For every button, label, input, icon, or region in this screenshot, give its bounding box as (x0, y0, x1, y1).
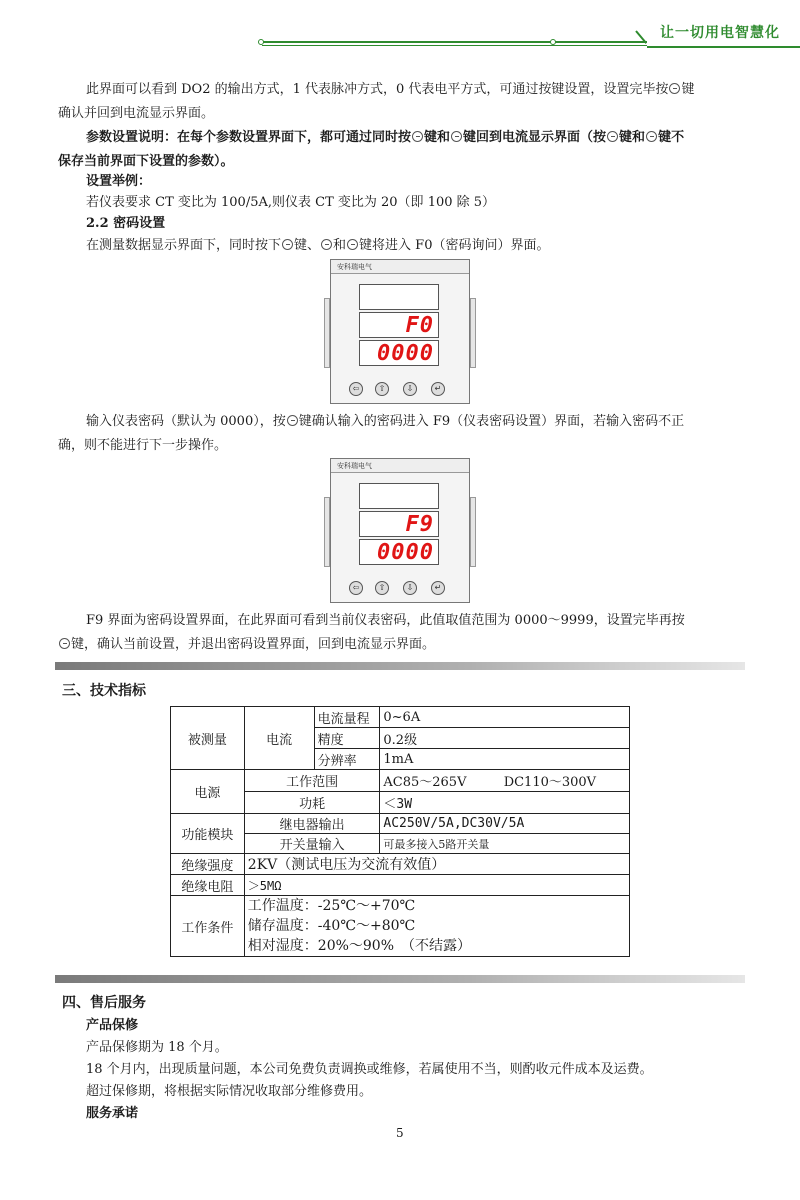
cell-relay-label: 继电器输出 (244, 814, 380, 834)
cell-range-value: 0~6A (380, 707, 630, 728)
enter-key-icon (287, 415, 298, 426)
down-key-icon: ⇩ (403, 581, 417, 595)
parameter-note: 参数设置说明：在每个参数设置界面下，都可通过同时按 键和 键回到电流显示界面（按 键和 键不 (86, 130, 685, 145)
left-key-icon: ⇦ (349, 382, 363, 396)
key-icon (412, 131, 423, 142)
cell-consumption-value: ＜3W (380, 792, 630, 814)
meter-brand: 安科瑞电气 (337, 263, 372, 271)
cell-insulation-resistance-value: ＞5MΩ (244, 875, 629, 896)
do2-description-line2: 确认并回到电流显示界面。 (58, 106, 215, 121)
cell-resolution-value: 1mA (380, 749, 630, 770)
meter-panel-f9 (330, 458, 470, 603)
page-number: 5 (396, 1126, 404, 1140)
f9-description-line2: 键，确认当前设置，并退出密码设置界面，回到电流显示界面。 (58, 633, 748, 657)
warranty-title: 产品保修 (86, 1018, 139, 1033)
warranty-text-2: 18 个月内，出现质量问题，本公司免费负责调换或维修，若属使用不当，则酌收元件成本及运费。 (86, 1062, 653, 1077)
warranty-text-3: 超过保修期，将根据实际情况收取部分维修费用。 (86, 1084, 373, 1099)
cell-insulation-strength-value: 2KV（测试电压为交流有效值） (244, 854, 629, 875)
parameter-note-line2: 保存当前界面下设置的参数）。 (58, 154, 234, 169)
password-subheading: 2.2 密码设置 (86, 216, 166, 231)
enter-key-icon (669, 83, 680, 94)
section-divider (55, 975, 745, 983)
key-icon (607, 131, 618, 142)
password-input-text: 输入仪表密码（默认为 0000），按 键确认输入的密码进入 F9（仪表密码设置）界面，若输入密码不正 (86, 414, 685, 429)
cell-work-range-value: AC85～265V DC110～300V (380, 770, 630, 792)
enter-key-icon: ↵ (431, 382, 445, 396)
password-intro: 在测量数据显示界面下，同时按下 键、 和 键将进入 F0（密码询问）界面。 (86, 238, 550, 253)
key-icon (321, 239, 332, 250)
cell-switch-value: 可最多接入5路开关量 (380, 834, 630, 854)
meter-display-line3: 0000 (359, 539, 439, 565)
cell-measured: 被测量 (171, 707, 245, 770)
meter-display-line2: F9 (359, 511, 439, 537)
cell-resolution-label: 分辨率 (314, 749, 380, 770)
down-key-icon: ⇩ (403, 382, 417, 396)
f9-description: F9 界面为密码设置界面，在此界面可看到当前仪表密码，此值取值范围为 0000～9999，设置完毕再按 (86, 613, 685, 628)
key-icon (646, 131, 657, 142)
cell-current: 电流 (244, 707, 314, 770)
section-divider (55, 662, 745, 670)
spec-table (170, 706, 630, 957)
meter-panel-f0 (330, 259, 470, 404)
example-title: 设置举例： (86, 174, 152, 189)
cell-insulation-resistance: 绝缘电阻 (171, 875, 245, 896)
service-title: 服务承诺 (86, 1106, 139, 1121)
key-icon (282, 239, 293, 250)
key-icon (451, 131, 462, 142)
left-key-icon: ⇦ (349, 581, 363, 595)
meter-brand: 安科瑞电气 (337, 462, 372, 470)
cell-power: 电源 (171, 770, 245, 814)
do2-description: 此界面可以看到 DO2 的输出方式，1 代表脉冲方式，0 代表电平方式，可通过按键设置，设置完毕按 键 (86, 82, 695, 97)
meter-display-line1 (359, 284, 439, 310)
meter-display-line3: 0000 (359, 340, 439, 366)
cell-switch-label: 开关量输入 (244, 834, 380, 854)
cell-range-label: 电流量程 (314, 707, 380, 728)
cell-relay-value: AC250V/5A,DC30V/5A (380, 814, 630, 834)
cell-consumption-label: 功耗 (244, 792, 380, 814)
section-title-service: 四、售后服务 (62, 995, 146, 1011)
cell-precision-label: 精度 (314, 728, 380, 749)
cell-function: 功能模块 (171, 814, 245, 854)
enter-key-icon: ↵ (431, 581, 445, 595)
password-input-text-line2: 确，则不能进行下一步操作。 (58, 438, 228, 453)
up-key-icon: ⇧ (375, 382, 389, 396)
meter-display-line1 (359, 483, 439, 509)
cell-conditions-value: 工作温度：-25℃～+70℃ 储存温度：-40℃～+80℃ 相对湿度：20%～90% （不结露） (244, 896, 629, 957)
cell-insulation-strength: 绝缘强度 (171, 854, 245, 875)
key-icon (347, 239, 358, 250)
up-key-icon: ⇧ (375, 581, 389, 595)
header-slogan: 让一切用电智慧化 (660, 25, 780, 41)
section-title-specs: 三、技术指标 (62, 683, 146, 699)
cell-work-range-label: 工作范围 (244, 770, 380, 792)
enter-key-icon (59, 638, 70, 649)
warranty-text-1: 产品保修期为 18 个月。 (86, 1040, 228, 1055)
example-text: 若仪表要求 CT 变比为 100/5A,则仪表 CT 变比为 20（即 100 除 5） (86, 195, 496, 210)
cell-precision-value: 0.2级 (380, 728, 630, 749)
meter-display-line2: F0 (359, 312, 439, 338)
cell-conditions: 工作条件 (171, 896, 245, 957)
